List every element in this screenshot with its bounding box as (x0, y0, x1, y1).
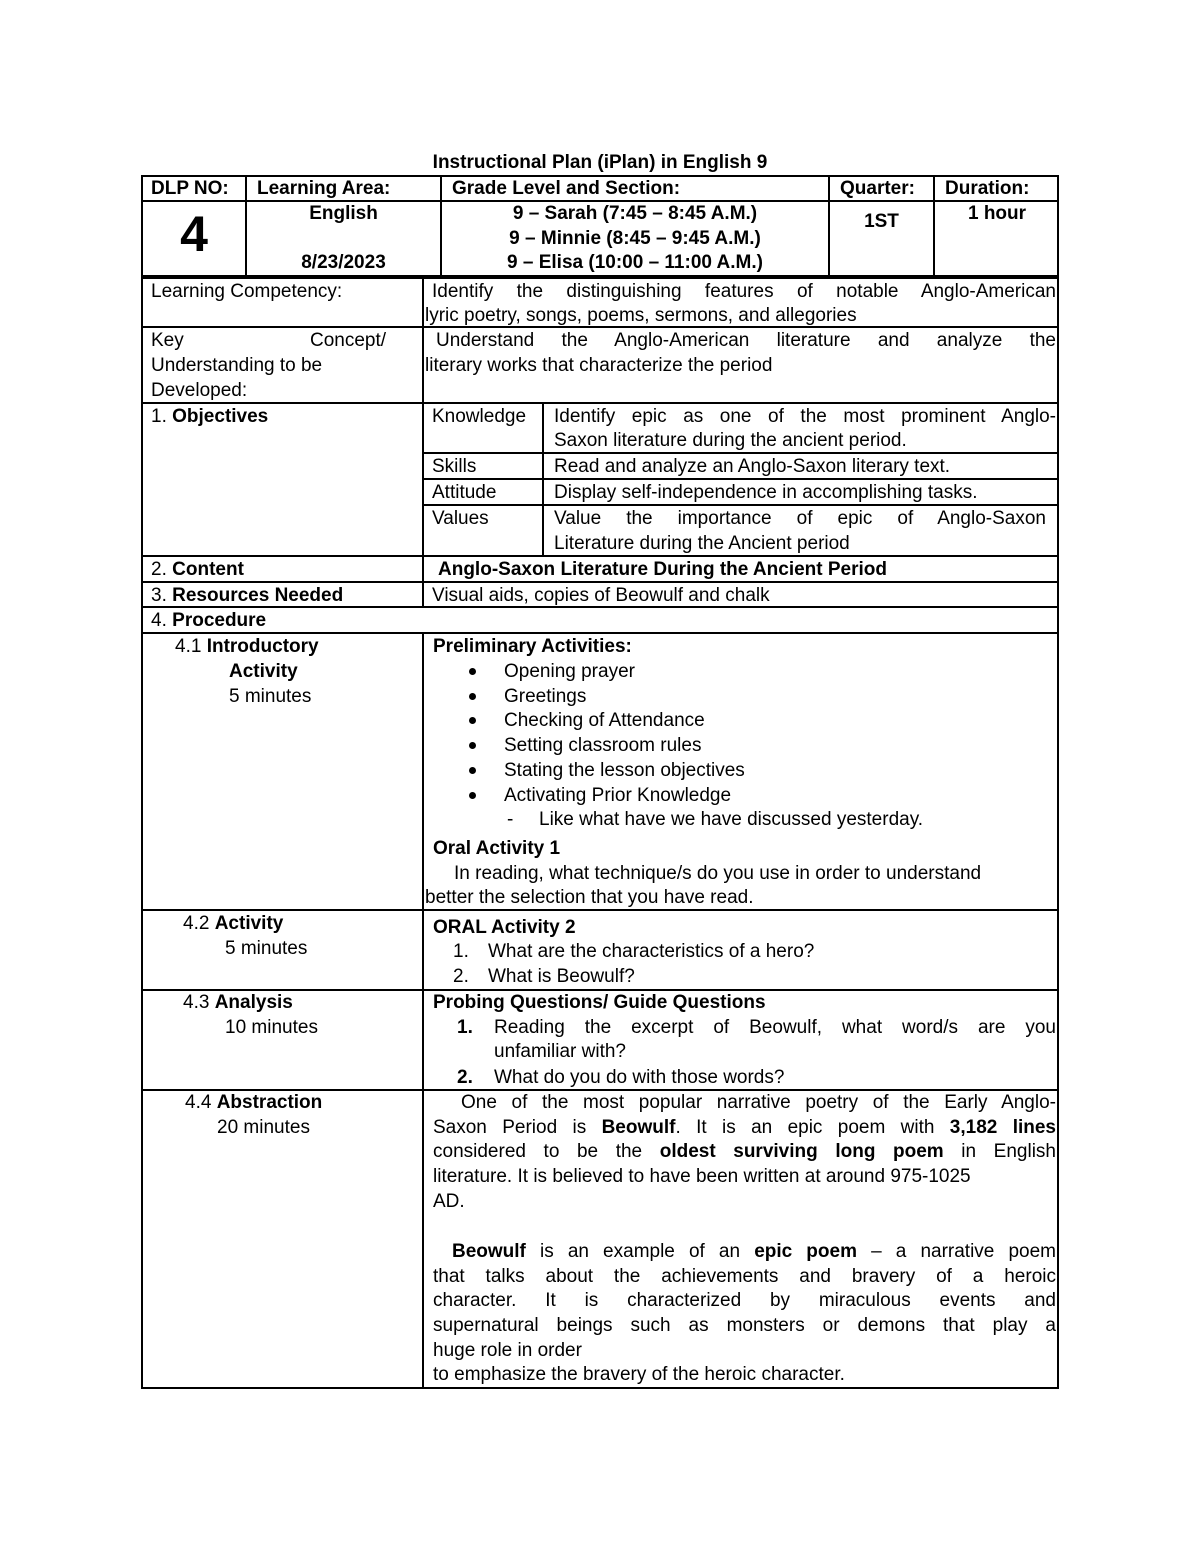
competency-label: Learning Competency: (151, 281, 343, 302)
intro-sub-item: Like what have we have discussed yesterday. (539, 809, 924, 830)
oral-activity-1-line-2: better the selection that you have read. (425, 887, 754, 908)
section-sarah: 9 – Sarah (7:45 – 8:45 A.M.) (512, 203, 758, 224)
objective-values-line-2: Literature during the Ancient period (554, 533, 850, 554)
key-concept-label-developed: Developed: (151, 380, 248, 401)
intro-label-activity: Activity (229, 661, 298, 682)
bullet-icon (469, 792, 476, 799)
lesson-date: 8/23/2023 (301, 252, 386, 273)
analysis-q1-line-1: Reading the excerpt of Beowulf, what word/s are you (494, 1017, 1056, 1038)
objective-skills-text: Read and analyze an Anglo-Saxon literary text. (554, 456, 951, 477)
abstraction-p2-line-5: huge role in order (433, 1340, 582, 1361)
abstraction-p2-line-1: Beowulf is an example of an epic poem – a narrative poem (452, 1241, 1057, 1262)
content-value: Anglo-Saxon Literature During the Ancient Period (438, 559, 887, 580)
analysis-q2-number: 2. (457, 1067, 473, 1088)
analysis-q2: What do you do with those words? (494, 1067, 785, 1088)
activity-item-2: What is Beowulf? (488, 966, 635, 987)
objective-domain-attitude: Attitude (432, 482, 497, 503)
grade-label: Grade Level and Section: (452, 178, 681, 199)
bullet-icon (469, 693, 476, 700)
intro-time: 5 minutes (229, 686, 312, 707)
oral-activity-2-heading: ORAL Activity 2 (433, 917, 576, 938)
abstraction-p2-line-2: that talks about the achievements and bravery of a heroic (433, 1266, 1056, 1287)
abstraction-label: 4.4 Abstraction (185, 1092, 323, 1113)
intro-label: 4.1 Introductory (175, 636, 319, 657)
intro-bullet-6: Activating Prior Knowledge (504, 785, 732, 806)
objective-knowledge-line-2: Saxon literature during the ancient period. (554, 430, 907, 451)
analysis-time: 10 minutes (225, 1017, 318, 1038)
activity-item-1-number: 1. (453, 941, 469, 962)
activity-time: 5 minutes (225, 938, 308, 959)
section-elisa: 9 – Elisa (10:00 – 11:00 A.M.) (507, 252, 763, 273)
objective-knowledge-line-1: Identify epic as one of the most prominent Anglo- (554, 406, 1056, 427)
objectives-label: 1. Objectives (151, 406, 269, 427)
abstraction-p1-line-5: AD. (433, 1191, 465, 1212)
activity-label: 4.2 Activity (183, 913, 284, 934)
abstraction-p1-line-4: literature. It is believed to have been written at around 975-1025 (433, 1166, 971, 1187)
resources-value: Visual aids, copies of Beowulf and chalk (432, 585, 770, 606)
abstraction-time: 20 minutes (217, 1117, 310, 1138)
key-concept-label-key: Key (151, 330, 184, 351)
oral-activity-1-line-1: In reading, what technique/s do you use in order to understand (454, 863, 982, 884)
resources-label: 3. Resources Needed (151, 585, 344, 606)
abstraction-p1-line-3: considered to be the oldest surviving long poem in English (433, 1141, 1056, 1162)
learning-area-label: Learning Area: (257, 178, 391, 199)
abstraction-p2-line-3: character. It is characterized by miraculous events and (433, 1290, 1056, 1311)
bullet-icon (469, 717, 476, 724)
intro-bullet-1: Opening prayer (504, 661, 635, 682)
analysis-q1-line-2: unfamiliar with? (494, 1041, 626, 1062)
key-concept-label-concept: Concept/ (310, 330, 387, 351)
probing-questions-heading: Probing Questions/ Guide Questions (433, 992, 766, 1013)
intro-bullet-5: Stating the lesson objectives (504, 760, 745, 781)
competency-line-2: lyric poetry, songs, poems, sermons, and allegories (425, 305, 857, 326)
procedure-label: 4. Procedure (151, 610, 267, 631)
quarter-label: Quarter: (840, 178, 915, 199)
abstraction-p2-line-6: to emphasize the bravery of the heroic character. (433, 1364, 845, 1385)
page-title: Instructional Plan (iPlan) in English 9 (432, 152, 768, 173)
content-label: 2. Content (151, 559, 244, 580)
intro-bullet-3: Checking of Attendance (504, 710, 705, 731)
dlp-number: 4 (180, 206, 208, 262)
analysis-label: 4.3 Analysis (183, 992, 293, 1013)
oral-activity-1-heading: Oral Activity 1 (433, 838, 561, 859)
competency-line-1: Identify the distinguishing features of notable Anglo-American (432, 281, 1056, 302)
abstraction-p1-line-2: Saxon Period is Beowulf. It is an epic poem with 3,182 lines (433, 1117, 1056, 1138)
objective-domain-skills: Skills (432, 456, 477, 477)
objective-attitude-text: Display self-independence in accomplishing tasks. (554, 482, 978, 503)
objective-values-line-1: Value the importance of epic of Anglo-Saxon (554, 508, 1046, 529)
activity-item-2-number: 2. (453, 966, 469, 987)
abstraction-p1-line-1: One of the most popular narrative poetry of the Early Anglo- (461, 1092, 1056, 1113)
analysis-q1-number: 1. (457, 1017, 473, 1038)
activity-item-1: What are the characteristics of a hero? (488, 941, 815, 962)
abstraction-p2-line-4: supernatural beings such as monsters or demons that play a (433, 1315, 1056, 1336)
intro-bullet-4: Setting classroom rules (504, 735, 702, 756)
objective-domain-knowledge: Knowledge (432, 406, 527, 427)
intro-sub-dash: - (507, 809, 514, 830)
key-concept-line-2: literary works that characterize the period (425, 355, 773, 376)
key-concept-line-1: Understand the Anglo-American literature and analyze the (436, 330, 1056, 351)
bullet-icon (469, 742, 476, 749)
duration-value: 1 hour (967, 203, 1027, 224)
quarter-value: 1ST (864, 211, 899, 232)
learning-area-value: English (309, 203, 378, 224)
objective-domain-values: Values (432, 508, 489, 529)
bullet-icon (469, 767, 476, 774)
intro-bullet-2: Greetings (504, 686, 587, 707)
bullet-icon (469, 668, 476, 675)
section-minnie: 9 – Minnie (8:45 – 9:45 A.M.) (509, 228, 761, 249)
key-concept-label-understanding: Understanding to be (151, 355, 323, 376)
duration-label: Duration: (945, 178, 1030, 199)
dlp-label: DLP NO: (151, 178, 229, 199)
preliminary-heading: Preliminary Activities: (433, 636, 632, 657)
